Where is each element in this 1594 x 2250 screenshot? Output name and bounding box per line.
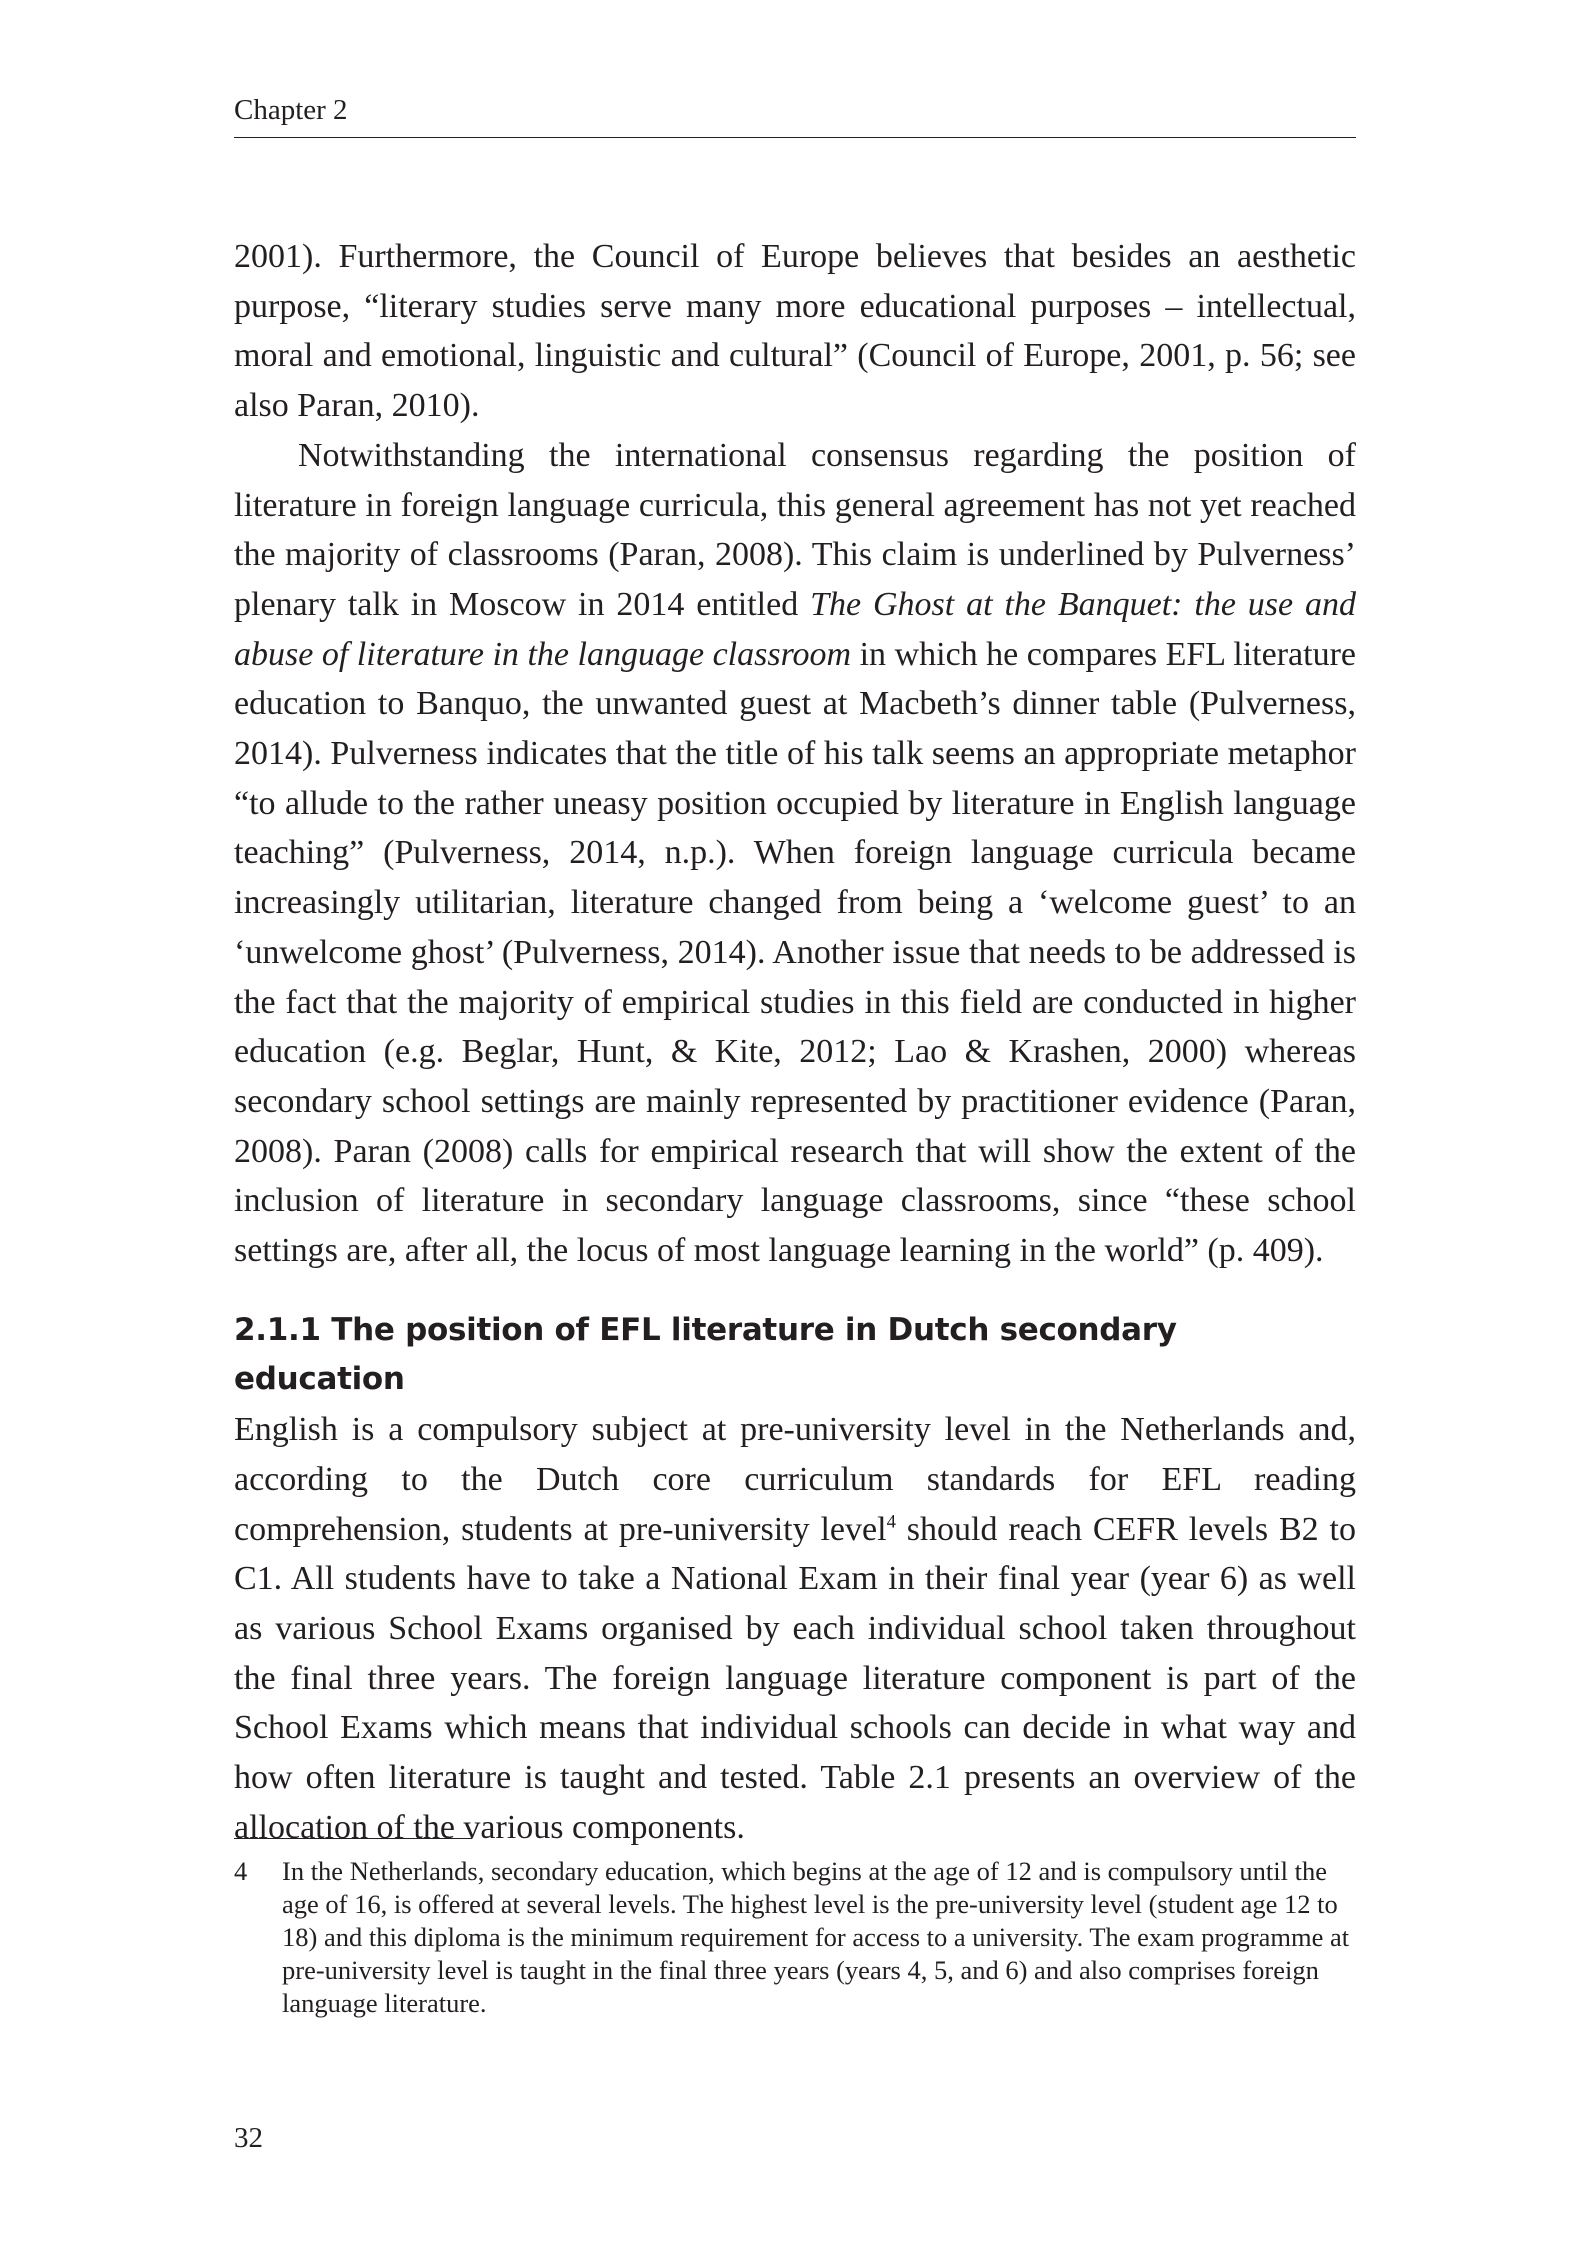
talk-title: The Ghost at the Banquet: the use and abuse of literature in the language classroom <box>234 585 1357 673</box>
body-text <box>234 232 1356 1853</box>
header-rule <box>234 137 1356 138</box>
footnote <box>234 1855 1356 2020</box>
page-number: 32 <box>234 2122 263 2154</box>
footnote-number: 4 <box>234 1856 248 1886</box>
paragraph-2-text-a: Notwithstanding the international consensus regarding the position of literature in foreign language curricula, this general agreement has not yet reached the majority of classrooms (Paran, 2008). This claim is underlined by Pulverness’ plenary talk in Moscow in 2014 entitled <box>234 436 1356 623</box>
footnote-rule <box>234 1838 472 1839</box>
paragraph-1: 2001). Furthermore, the Council of Europe believes that besides an aesthetic purpose, “literary studies serve many more educational purposes – intellectual, moral and emotional, linguistic and cultural” (Council of Europe, 2001, p. 56; see also Paran, 2010). <box>234 238 1356 425</box>
paragraph-2 <box>234 431 1356 1276</box>
paragraph-3-text-a: English is a compulsory subject at pre-university level in the Netherlands and, according to the Dutch core curriculum standards for EFL reading comprehension, students at pre-university level <box>234 1411 1356 1548</box>
paragraph-3 <box>234 1405 1356 1852</box>
footnote-reference[interactable]: 4 <box>886 1511 896 1533</box>
paragraph-3-text-b: should reach CEFR levels B2 to C1. All students have to take a National Exam in their final year (year 6) as well as various School Exams organised by each individual school taken throughout the final three years. The foreign language literature component is part of the School Exams which means that individual schools can decide in what way and how often literature is taught and tested. Table 2.1 presents an overview of the allocation of the various components. <box>234 1510 1356 1846</box>
paragraph-2-text-b: in which he compares EFL literature education to Banquo, the unwanted guest at Macbeth’s dinner table (Pulverness, 2014). Pulverness indicates that the title of his talk seems an appropriate metaphor “to allude to the rather uneasy position occupied by literature in English language teaching” (Pulverness, 2014, n.p.). When foreign language curricula became increasingly utilitarian, literature changed from being a ‘welcome guest’ to an ‘unwelcome ghost’ (Pulverness, 2014). Another issue that needs to be addressed is the fact that the majority of empirical studies in this field are conducted in higher education (e.g. Beglar, Hunt, & Kite, 2012; Lao & Krashen, 2000) whereas secondary school settings are mainly represented by practitioner evidence (Paran, 2008). Paran (2008) calls for empirical research that will show the extent of the inclusion of literature in secondary language classrooms, since “these school settings are, after all, the locus of most language learning in the world” (p. 409). <box>234 635 1356 1270</box>
running-head: Chapter 2 <box>234 94 348 126</box>
section-heading: 2.1.1 The position of EFL literature in Dutch secondary education <box>234 1311 1177 1398</box>
footnote-text: In the Netherlands, secondary education, which begins at the age of 12 and is compulsory until the age of 16, is offered at several levels. The highest level is the pre-university level (student age 12 to 18) and this diploma is the minimum requirement for access to a university. The exam programme at pre-university level is taught in the final three years (years 4, 5, and 6) and also comprises foreign language literature. <box>282 1856 1350 2018</box>
